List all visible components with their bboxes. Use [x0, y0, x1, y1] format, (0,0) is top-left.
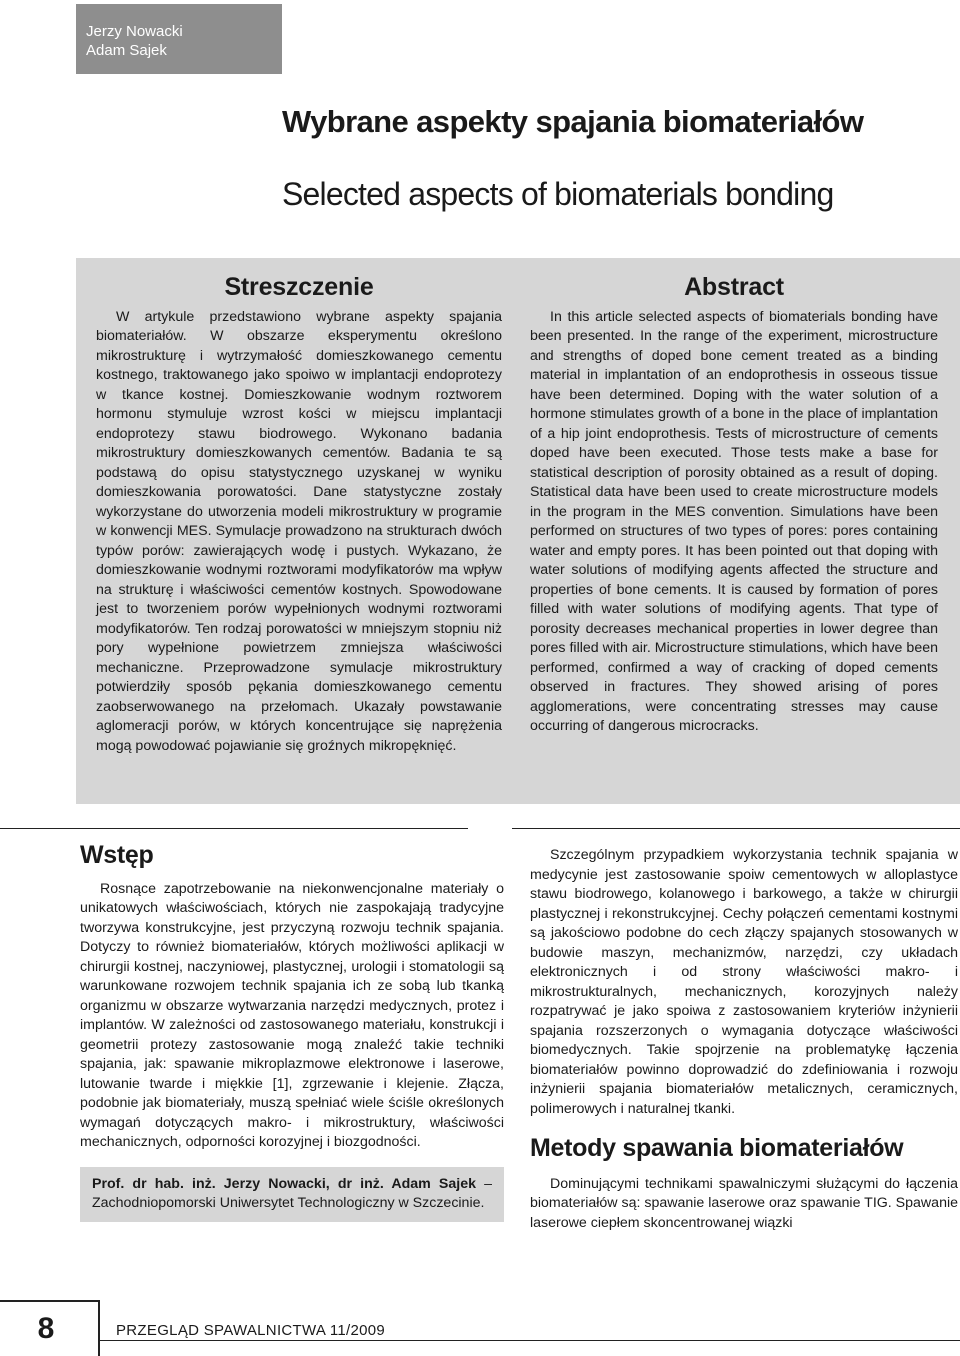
abstract-polish-text: W artykule przedstawiono wybrane aspekty spajania biomateriałów. W obszarze eksperymentu określono mikrostrukturę i wytrzymałość domieszkowanego cementu kostnego, traktowanego jako spoiwo w implantacji endoprotezy w tkance kostnej. Domieszkowanie wodnym roztworem hormonu stymuluje wzrost kości w miejscu implantacji endoprotezy stawu biodrowego. Wykonano badania mikrostruktury domieszkowanych cementów. Badania te są podstawą do opisu statystycznego uzyskanej w wyniku domieszkowania porowatości. Dane statystyczne zostały wykorzystane do utworzenia modeli mikrostruktury w programie w konwencji MES. Symulacje prowadzono na strukturach dwóch typów porów: zawierających wodę i pustych. Wykazano, że domieszkowanie wodnymi roztworami modyfikatorów ma wpływ na strukturę i właściwości cementów kostnych. Spowodowane jest to tworzeniem porów wypełnionych wodnymi roztworami modyfikatorów. Ten rodzaj porowatości w mniejszym stopniu niż pory wypełnione powietrzem zmniejsza właściwości mechaniczne. Przeprowadzone symulacje mikrostruktury potwierdziły sposób pękania domieszkowanego cementu zaobserwowanego na przełomach. Ukazały powstawanie aglomeracji porów, w których koncentrujące się naprężenia mogą powodować pojawianie się groźnych mikropęknięć. — [96, 308, 502, 754]
footer-rule — [100, 1340, 960, 1341]
page-number: 8 — [37, 1312, 55, 1345]
title-polish: Wybrane aspekty spajania biomateriałów — [282, 104, 864, 139]
title-english: Selected aspects of biomaterials bonding — [282, 176, 834, 212]
body-paragraph: Szczególnym przypadkiem wykorzystania technik spajania w medycynie jest zastosowanie spoiw cementowych w alloplastyce stawu biodrowego, kolanowego i barkowego, a także w chirurgii plastycznej i rekonstrukcyjnej. Cechy połączeń cementami kostnymi są jakościowo podobne do cech złączy spajanych stosowanych w budowie maszyn, mechanizmów, narzędzi, czy układach elektronicznych i od strony właściwości makro- i mikrostrukturalnych, mechanicznych, korozyjnych należy rozpatrywać je jako spoiwa z zastosowaniem kryteriów inżynierii spajania rozszerzonych o wymagania dotyczące właściwości biomedycznych. Takie spojrzenie na problematykę łączenia biomateriałów powinno doprowadzić do zdefiniowania i rozwoju inżynierii spajania biomateriałów metalicznych, ceramicznych, polimerowych i naturalnej tkanki. — [530, 847, 958, 1117]
author-name: Adam Sajek — [86, 42, 167, 59]
intro-paragraph: Rosnące zapotrzebowanie na niekonwencjonalne materiały o unikatowych właściwościach, których nie zaspokajają tradycyjne tworzywa konstrukcyjne, jest przyczyną rozwoju technik spajania. Dotyczy to również biomateriałów, których możliwości aplikacji w chirurgii kostnej, naczyniowej, plastycznej, urologii i stomatologii są warunkowane rozwojem technik spajania ich ze sobą lub tkanką organizmu w obszarze wytwarzania narzędzi medycznych, protez i implantów. W zależności od zastosowanego materiału, konstrukcji i geometrii protezy zastosowanie mogą znaleźć takie techniki spajania, jak: spawanie mikroplazmowe elektronowe i laserowe, lutowanie twarde i miękkie [1], zgrzewanie i klejenie. Złącza, podobnie jak biomateriały, muszą spełniać wiele ściśle określonych wymagań dotyczących makro- i mikrostruktury, właściwości mechanicznych, odporności korozyjnej i biozgodności. — [80, 880, 504, 1150]
divider — [0, 828, 468, 829]
abstract-english-heading: Abstract — [684, 273, 784, 301]
abstract-polish-heading: Streszczenie — [224, 273, 374, 301]
author-name: Jerzy Nowacki — [86, 23, 183, 40]
section-heading: Metody spawania biomateriałów — [530, 1134, 904, 1162]
body-left-column — [80, 841, 504, 1222]
abstract-english-text: In this article selected aspects of biomaterials bonding have been presented. In the range of the experiment, microstructure and strengths of doped bone cement treated as a binding material in implantation of an endoprothesis in osseous tissue have been determined. Doping with the water solution of a hormone stimulates growth of a bone in the place of implantation of a hip joint endoprothesis. Tests of microstructure of cements doped have been executed. Those tests make a base for statistical description of porosity obtained as a result of doping. Statistical data have been used to create microstructure models in the program in the MES convention. Simulations have been performed on structures of two types of pores: pores containing water and empty pores. It has been pointed out that doping with water solutions of modifying agents affected the structure and properties of bone cements. It is caused by formation of pores filled with water solutions of modifying agents. That type of porosity decreases mechanical properties in lower degree than pores filled with air. Microstructure stimulations, which have been performed, confirmed a way of cracking of doped cements observed in fractures. They showed arising of pores agglomerations, were concentrating stresses may cause occurring of dangerous microcracks. — [530, 308, 938, 734]
divider — [512, 828, 960, 829]
affiliation-names: Prof. dr hab. inż. Jerzy Nowacki, dr inż. Adam Sajek — [92, 1175, 476, 1192]
journal-name: PRZEGLĄD SPAWALNICTWA 11/2009 — [116, 1322, 386, 1339]
abstract-english — [530, 273, 938, 737]
affiliation-box — [80, 1167, 504, 1222]
affiliation-institution: – Zachodniopomorski Uniwersytet Technologiczny w Szczecinie. — [92, 1175, 492, 1211]
author-box — [76, 4, 282, 74]
body-paragraph: Dominującymi technikami spawalniczymi służącymi do łączenia biomateriałów są: spawanie laserowe oraz spawanie TIG. Spawanie laserowe ciepłem skoncentrowanej wiązki — [530, 1175, 958, 1231]
abstract-polish — [96, 273, 502, 756]
intro-heading: Wstęp — [80, 841, 154, 869]
abstract-box — [76, 258, 960, 804]
body-right-column — [530, 846, 958, 1233]
